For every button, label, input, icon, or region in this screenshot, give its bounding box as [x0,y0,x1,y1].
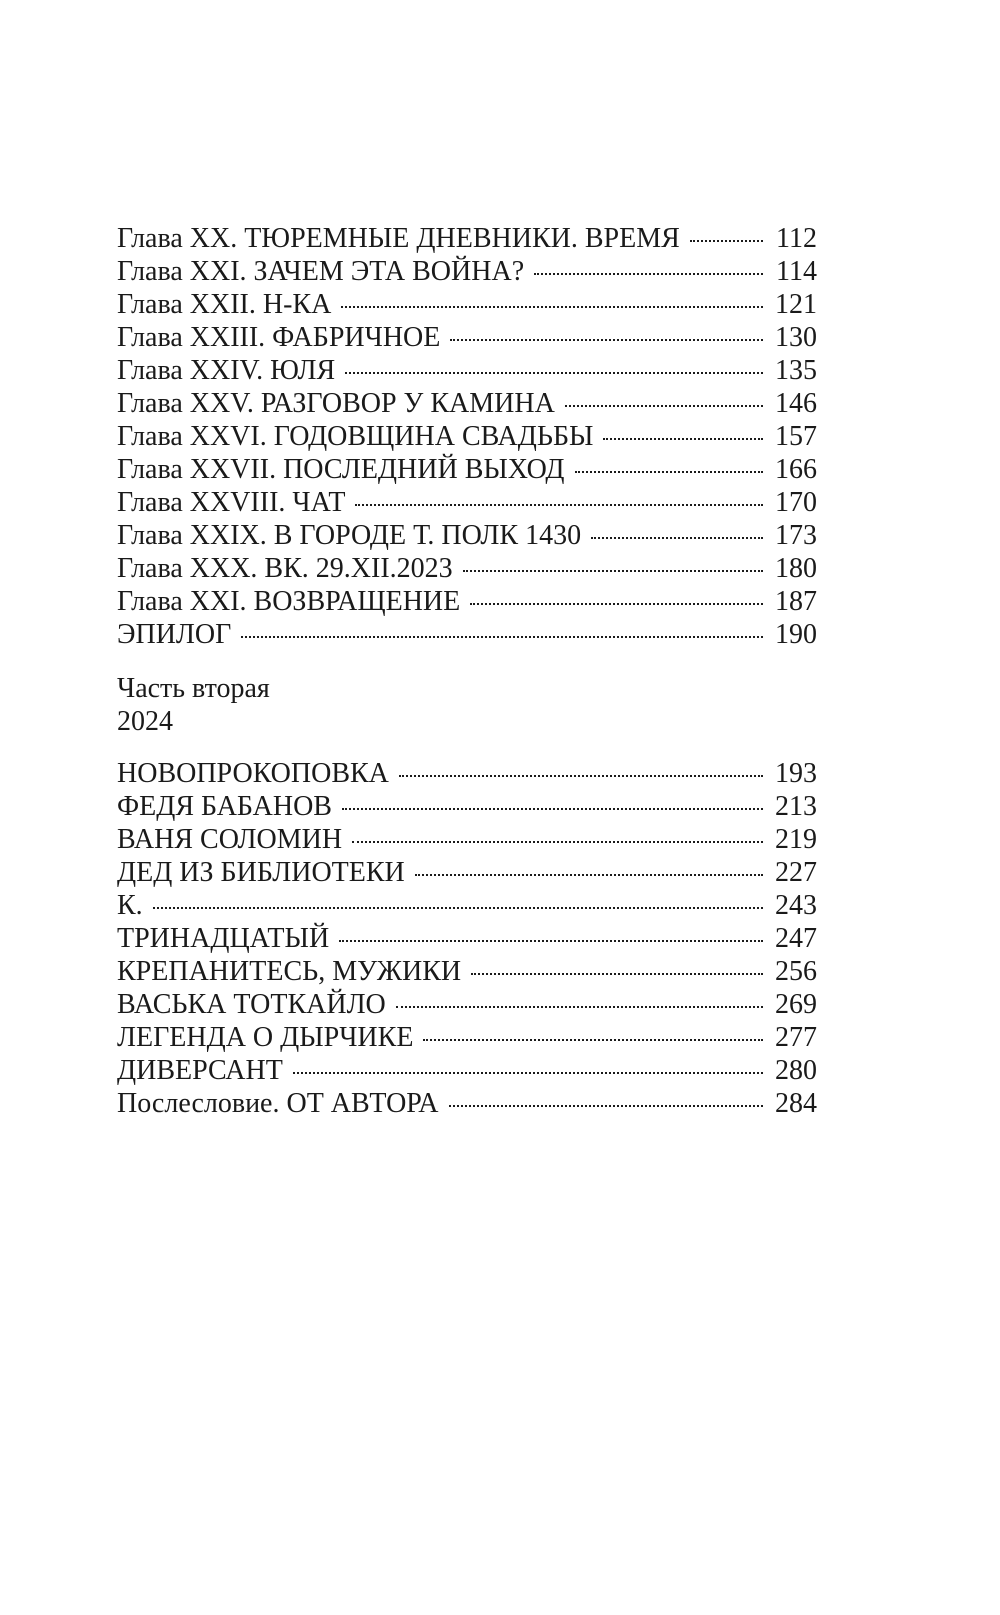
toc-entry-title: ТРИНАДЦАТЫЙ [117,923,330,954]
dot-leader [293,1072,763,1074]
dot-leader [399,775,763,777]
part-two-heading-block [117,672,817,738]
toc-entry-page-number: 135 [775,355,817,386]
toc-entry[interactable] [117,922,817,955]
toc-entry-page-number: 157 [775,421,817,452]
dot-leader [470,603,763,605]
toc-entry-page-number: 247 [775,923,817,954]
toc-entry[interactable] [117,486,817,519]
toc-entry-title: Глава XXVI. ГОДОВЩИНА СВАДЬБЫ [117,421,594,452]
toc-list-part-two [117,757,817,1120]
toc-entry-page-number: 269 [775,989,817,1020]
part-two-year: 2024 [117,706,173,737]
toc-entry-title: Глава XXI. ЗАЧЕМ ЭТА ВОЙНА? [117,256,525,287]
toc-entry-page-number: 256 [775,956,817,987]
dot-leader [575,471,763,473]
toc-entry-title: Глава XXV. РАЗГОВОР У КАМИНА [117,388,555,419]
toc-entry-page-number: 112 [776,223,817,254]
toc-entry[interactable] [117,519,817,552]
toc-entry[interactable] [117,288,817,321]
dot-leader [565,405,763,407]
toc-entry-page-number: 173 [775,520,817,551]
toc-entry-page-number: 284 [775,1088,817,1119]
toc-entry-title: Глава XXIX. В ГОРОДЕ Т. ПОЛК 1430 [117,520,582,551]
dot-leader [463,570,763,572]
toc-entry-title: ЭПИЛОГ [117,619,232,650]
dot-leader [449,1105,764,1107]
dot-leader [450,339,763,341]
toc-list-part-one [117,222,817,651]
dot-leader [415,874,763,876]
toc-entry[interactable] [117,222,817,255]
toc-entry-title: Глава XXX. ВК. 29.XII.2023 [117,553,453,584]
toc-entry-title: ДЕД ИЗ БИБЛИОТЕКИ [117,857,405,888]
dot-leader [341,306,763,308]
toc-entry-page-number: 170 [775,487,817,518]
toc-entry[interactable] [117,757,817,790]
dot-leader [534,273,763,275]
toc-entry-page-number: 277 [775,1022,817,1053]
dot-leader [241,636,763,638]
toc-entry[interactable] [117,1087,817,1120]
dot-leader [591,537,763,539]
toc-entry-page-number: 121 [775,289,817,320]
toc-entry[interactable] [117,856,817,889]
toc-entry-title: Глава XXII. Н-КА [117,289,332,320]
toc-entry[interactable] [117,387,817,420]
toc-entry[interactable] [117,955,817,988]
toc-entry-page-number: 227 [775,857,817,888]
toc-entry[interactable] [117,420,817,453]
toc-entry[interactable] [117,790,817,823]
toc-entry-page-number: 243 [775,890,817,921]
toc-entry-title: Глава XXVIII. ЧАТ [117,487,346,518]
toc-entry[interactable] [117,618,817,651]
toc-entry-title: НОВОПРОКОПОВКА [117,758,389,789]
toc-entry-page-number: 280 [775,1055,817,1086]
part-two-heading: Часть вторая [117,673,270,704]
toc-entry-title: Глава XXIV. ЮЛЯ [117,355,336,386]
toc-entry-title: К. [117,890,143,921]
dot-leader [423,1039,763,1041]
toc-entry-title: Глава XXIII. ФАБРИЧНОЕ [117,322,441,353]
toc-entry-title: ВАНЯ СОЛОМИН [117,824,343,855]
toc-entry[interactable] [117,889,817,922]
toc-entry-title: Глава XX. ТЮРЕМНЫЕ ДНЕВНИКИ. ВРЕМЯ [117,223,680,254]
toc-entry-page-number: 180 [775,553,817,584]
toc-entry-page-number: 166 [775,454,817,485]
toc-entry-title: ДИВЕРСАНТ [117,1055,283,1086]
toc-entry-title: Послесловие. ОТ АВТОРА [117,1088,439,1119]
toc-entry-title: ФЕДЯ БАБАНОВ [117,791,332,822]
toc-entry-title: ЛЕГЕНДА О ДЫРЧИКЕ [117,1022,414,1053]
toc-entry-page-number: 193 [775,758,817,789]
toc-entry-title: Глава XXI. ВОЗВРАЩЕНИЕ [117,586,461,617]
toc-entry[interactable] [117,552,817,585]
toc-entry[interactable] [117,823,817,856]
toc-entry[interactable] [117,453,817,486]
dot-leader [690,240,763,242]
dot-leader [339,940,763,942]
toc-entry-page-number: 190 [775,619,817,650]
dot-leader [352,841,763,843]
toc-entry-page-number: 213 [775,791,817,822]
dot-leader [471,973,763,975]
toc-entry[interactable] [117,1021,817,1054]
toc-entry-page-number: 114 [776,256,817,287]
toc-entry[interactable] [117,354,817,387]
toc-entry[interactable] [117,988,817,1021]
dot-leader [342,808,763,810]
toc-entry-title: КРЕПАНИТЕСЬ, МУЖИКИ [117,956,462,987]
toc-entry-title: Глава XXVII. ПОСЛЕДНИЙ ВЫХОД [117,454,565,485]
toc-entry-page-number: 146 [775,388,817,419]
toc-entry[interactable] [117,1054,817,1087]
toc-entry-page-number: 219 [775,824,817,855]
dot-leader [355,504,763,506]
dot-leader [396,1006,763,1008]
table-of-contents [117,222,817,1120]
toc-entry-page-number: 187 [775,586,817,617]
toc-entry[interactable] [117,321,817,354]
dot-leader [345,372,763,374]
dot-leader [603,438,763,440]
dot-leader [153,907,763,909]
toc-entry-title: ВАСЬКА ТОТКАЙЛО [117,989,386,1020]
toc-entry[interactable] [117,255,817,288]
toc-entry-page-number: 130 [775,322,817,353]
toc-entry[interactable] [117,585,817,618]
